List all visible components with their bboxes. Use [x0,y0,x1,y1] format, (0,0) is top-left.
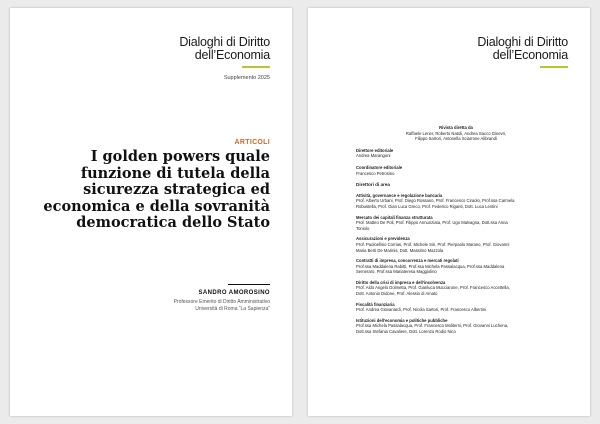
group-body: Prof. Aldo Angelo Dolmetta, Prof. Gianluca Mucciarone, Prof. Francesco Accettella, [356,285,510,291]
group-body: Semeraro, Prof.ssa Mariateresa Maggiolino [356,269,437,275]
article-title-line: funzione di tutela della [80,164,270,182]
area-group [356,258,556,275]
area-group [356,318,556,335]
journal-title-line1: Dialoghi di Diritto [477,35,568,49]
editorial-coordinator [356,165,556,176]
author-role-line: Professore Emerito di Diritto Amministrativo [173,299,270,305]
author-role [174,299,270,313]
article-title-line: sicurezza strategica ed [83,181,270,199]
group-body: Prof. Alberto Urbani, Prof. Diego Rossano, Prof. Francesco Ciraolo, Prof.ssa Carmela [356,198,515,204]
direction-line: Filippo Sartori, Antonella Sciarrone Alibrandi [415,136,497,142]
direction-line: Raffaele Lener, Roberto Natoli, Andrea Sacco Ginevri, [405,130,507,136]
group-head: Mercato dei capitali finanza strutturata [356,214,433,220]
group-body: Dott. Antonio Didone, Prof. Alessio di Amato [356,291,438,297]
group-body: Toniolo [356,225,370,231]
group-body: Prof. Matteo De Poli, Prof. Filippo Annunziata, Prof. Ugo Malvagna, Dott.ssa Anna [356,220,508,226]
accent-rule [242,66,270,68]
group-body: Prof.ssa Michela Passalacqua, Prof. Francesco Moliterni, Prof. Giovanni Luchena, [356,323,509,329]
article-title [30,149,270,232]
group-head: Fiscalità finanziaria [356,301,395,307]
section-body: Andrea Marangoni [356,153,391,159]
area-group [356,302,556,313]
supplement-label: Supplemento 2025 [223,75,270,81]
area-group [356,280,556,297]
section-head: Direttore editoriale [356,147,394,153]
group-body: Maria Berti De Marinis, Dott. Massimo Mazzola [356,247,444,253]
group-body: Dott.ssa Stefania Cavaliere, Dott. Lorenzo Rodio Nico [356,329,456,335]
author-role-line: Università di Roma “La Sapienza” [195,306,270,312]
article-title-line: I golden powers quale [90,148,270,165]
group-head: Attività, governance e regolazione bancaria [356,192,443,198]
accent-rule [540,66,568,68]
group-head: Assicurazioni e previdenza [356,236,410,242]
board-head: Direttori di area [356,182,390,188]
group-body: Prof. Andrea Giovanardi, Prof. Nicola Sartori, Prof. Francesco Albertini [356,307,487,313]
author-rule [228,284,270,285]
right-page [308,8,590,416]
direction-head: Rivista diretta da [439,125,473,130]
group-body: Prof.ssa Maddalena Rabitti, Prof.ssa Michela Passalacqua, Prof.ssa Maddalena [356,263,505,269]
journal-title [179,36,270,62]
journal-title-line1: Dialoghi di Diritto [179,35,270,49]
area-group [356,236,556,253]
group-head: Istituzioni dell’economia e politiche pubbliche [356,317,448,323]
section-label: ARTICOLI [234,139,270,146]
journal-title [477,36,568,62]
section-head: Coordinatore editoriale [356,164,403,170]
article-title-line: economica e della sovranità [43,197,270,215]
author-name: SANDRO AMOROSINO [198,290,270,296]
masthead [356,125,556,335]
article-title-line: democratica dello Stato [76,214,270,232]
direction-block [356,125,556,142]
editorial-director [356,148,556,159]
group-head: Diritto della crisi di impresa e dell’insolvenza [356,279,446,285]
journal-title-line2: dell’Economia [194,48,270,62]
area-group [356,215,556,232]
group-body: Prof. Paoloefisio Corrias, Prof. Michele Siri, Prof. Pierpaolo Marano, Prof. Giovanni [356,241,510,247]
group-head: Contratti di impresa, concorrenza e mercati regolati [356,258,459,264]
area-group [356,193,556,210]
section-body: Francesco Petrosino [356,170,395,176]
group-body: Robustella, Prof. Gian Luca Greco, Prof. Federico Riganti, Dott. Luca Lentini [356,203,498,209]
left-page [10,8,292,416]
journal-title-line2: dell’Economia [492,48,568,62]
